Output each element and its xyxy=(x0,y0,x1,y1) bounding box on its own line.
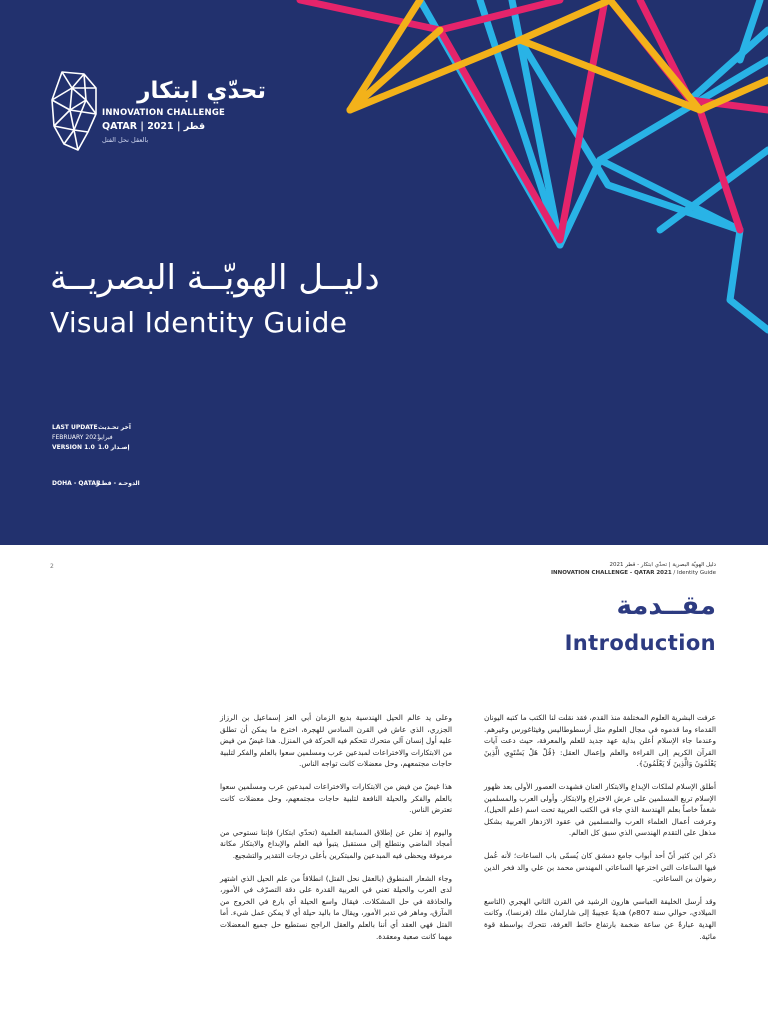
last-update-label-ar: آخر تحـديث xyxy=(98,424,131,431)
paragraph: أطلق الإسلام لملكات الإبداع والابتكار العنان فشهدت العصور الأولى بعد ظهور الإسلام تربع المسلمين على عرش الاختراع والابتكار. وأولى العرب والمسلمين شغفاً خاصاً بعلم الهندسة الذي جاء في الكتب العربية تحت اسم (علم الحيل)، وعرفت أعمال العلماء العرب والمسلمين في عقود الازدهار العربية بشكل مذهل على التقدم الهندسي الذي سبق كل العالم. xyxy=(484,781,716,838)
meta-version xyxy=(52,444,172,454)
logo-title-arabic: تحدّي ابتكار xyxy=(137,78,266,104)
meta-location xyxy=(52,480,172,490)
running-head-english-bold: INNOVATION CHALLENGE - QATAR 2021 xyxy=(550,570,672,576)
running-head xyxy=(551,561,716,577)
last-update-label-en: LAST UPDATE xyxy=(52,424,98,431)
paragraph: عرفت البشرية العلوم المختلفة منذ القدم، فقد نقلت لنا الكتب ما كتبه اليونان القدماء وما قدموه في مجال العلوم مثل أرسطوطاليس وفيثاغورس وغيرهم. وعندما جاء الإسلام أعلن بداية عهد جديد للعلم والمعرفة، حيث دعت آيات القرآن الكريم إلى القراءة والعلم وإعمال العقل: ﴿قُلْ هَلْ يَسْتَوِي الَّذِينَ يَعْلَمُونَ وَالَّذِينَ لَا يَعْلَمُونَ﴾. xyxy=(484,713,716,769)
logo-country-year: QATAR | قطر | 2021 xyxy=(102,121,206,132)
heading-arabic: مقــدمة xyxy=(616,591,716,621)
page-number: 2 xyxy=(50,563,54,570)
version-ar: إصـدار 1.0 xyxy=(98,444,130,451)
paragraph: واليوم إذ نعلن عن إطلاق المسابقة العلمية (تحدّي ابتكار) فإننا نستوحي من أمجاد الماضي ونتطلع إلى مستقبل يتبوأ فيه العلم والإبداع والابتكار مكانة مرموقة ويحظى فيه المبدعين والمبتكرين بأعلى درجات التقدير والتشجيع. xyxy=(220,827,452,860)
location-en: DOHA - QATAR xyxy=(52,480,101,487)
introduction-page xyxy=(0,545,768,1024)
running-head-english-suffix: / Identity Guide xyxy=(671,570,716,576)
body-column-left xyxy=(220,712,452,953)
paragraph: وجاء الشعار المنطوق (بالعقل نحل الفتل) انطلاقاً من علم الحيل الذي اشتهر لدى العرب والحيلة تعني في العربية القدرة على دقة التصرّف في الأمور، والحاذقة في حل المشكلات. فيقال واسع الحيلة أي بارع في الخروج من المآزق، وماهر في تدبر الأمور، ويقال ما باليد حيلة أي لا يمكن عمل شيء. أما الفتل فهي العقد أي أننا بالعلم والعقل الراجح نستطيع حل جميع المعضلات مهما كانت صعبة ومعقدة. xyxy=(220,873,452,941)
document-meta xyxy=(52,424,172,490)
meta-date xyxy=(52,434,172,444)
body-column-right xyxy=(484,712,716,953)
logo-tagline: بالعقل نحل الفتل xyxy=(102,136,149,144)
brain-network-icon xyxy=(50,70,98,154)
paragraph: وقد أرسل الخليفة العباسي هارون الرشيد في القرن الثاني الهجري (التاسع الميلادي، حوالي سنة 807م) هديةً عجيبةً إلى شارلمان ملك (فرنسا)، وكانت الهدية عبارةً عن ساعة ضخمة بارتفاع حائط الغرفة، تتحرك بواسطة قوة مائية. xyxy=(484,896,716,941)
heading-english: Introduction xyxy=(564,631,716,655)
running-head-english xyxy=(551,569,716,577)
cover-title-arabic: دليــل الهويّــة البصريــة xyxy=(50,258,380,298)
date-en: FEBRUARY 2021 xyxy=(52,434,101,441)
cover-title-english: Visual Identity Guide xyxy=(50,306,348,339)
running-head-arabic: دليل الهويّة البصرية | تحدّي ابتكار - قطر 2021 xyxy=(609,562,716,568)
paragraph: ذكر ابن كثير أنّ أحد أبواب جامع دمشق كان يُسمّى باب الساعات؛ لأنه عُمل فيها الساعات التي اخترعها الساعاتي المهندس محمد بن علي والد فخر الدين رضوان بن الساعاتي. xyxy=(484,850,716,884)
logo-title-english: INNOVATION CHALLENGE xyxy=(102,108,226,118)
version-en: VERSION 1.0 xyxy=(52,444,95,451)
meta-last-update xyxy=(52,424,172,434)
paragraph: هذا غيضٌ من فيض من الابتكارات والاختراعات لمبدعين عرب ومسلمين سعوا بالعلم والفكر والحيلة النافعة لتلبية حاجات مجتمعهم، وحل معضلات كانت تعترض الناس. xyxy=(220,781,452,815)
paragraph: وعلى يد عالم الحيل الهندسية بديع الزمان أبي العز إسماعيل بن الرزاز الجزري، الذي عاش في القرن السادس للهجرة، اخترع ما يمكن أن تطلق عليه أول إنسان آلي متحرك تتحكم فيه الحركة في المنزل. هذا غيضٌ من فيض من الابتكارات والاختراعات لمبدعين عرب ومسلمين سعوا بالعلم والفكر لتلبية حاجات مجتمعهم، وحل معضلات كانت تواجه الناس. xyxy=(220,713,452,769)
challenge-logo xyxy=(50,70,266,160)
location-ar: الدوحـة - قطـر xyxy=(96,480,140,487)
date-ar: فبراير xyxy=(98,434,113,441)
